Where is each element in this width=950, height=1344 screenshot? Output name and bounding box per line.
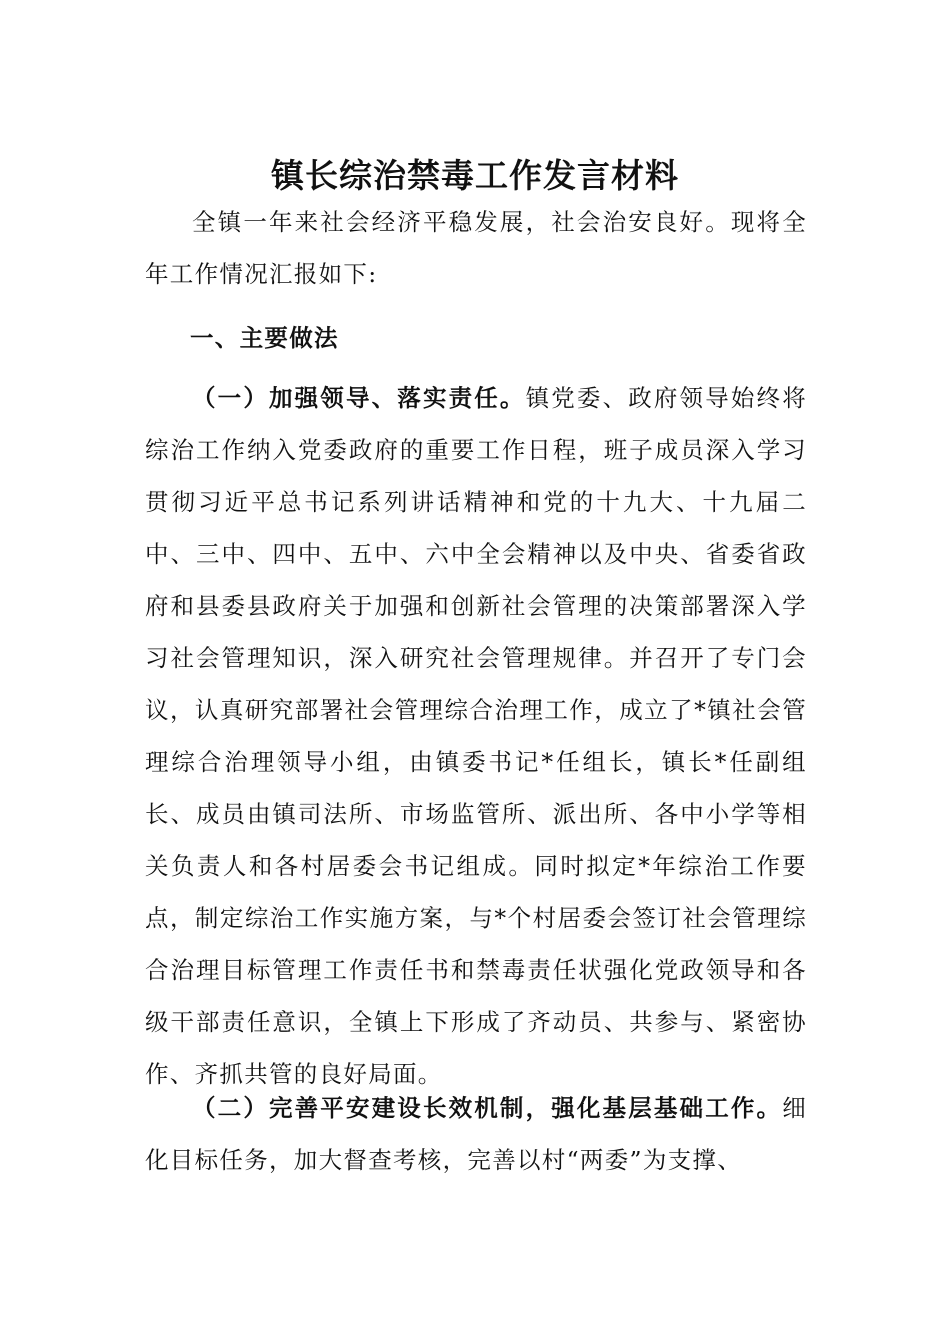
paragraph-1 (145, 372, 807, 1100)
paragraph-1-body: 镇党委、政府领导始终将综治工作纳入党委政府的重要工作日程，班子成员深入学习贯彻习近平总书记系列讲话精神和党的十九大、十九届二中、三中、四中、五中、六中全会精神以及中央、省委省政府和县委县政府关于加强和创新社会管理的决策部署深入学习社会管理知识，深入研究社会管理规律。并召开了专门会议，认真研究部署社会管理综合治理工作，成立了*镇社会管理综合治理领导小组，由镇委书记*任组长，镇长*任副组长、成员由镇司法所、市场监管所、派出所、各中小学等相关负责人和各村居委会书记组成。同时拟定*年综治工作要点，制定综治工作实施方案，与*个村居委会签订社会管理综合治理目标管理工作责任书和禁毒责任状强化党政领导和各级干部责任意识，全镇上下形成了齐动员、共参与、紧密协作、齐抓共管的良好局面。 (145, 384, 807, 1088)
paragraph-1-lead: （一）加强领导、落实责任。 (192, 384, 526, 412)
intro-paragraph: 全镇一年来社会经济平稳发展，社会治安良好。现将全年工作情况汇报如下: (145, 208, 807, 288)
document-title: 镇长综治禁毒工作发言材料 (271, 156, 679, 196)
paragraph-2-body: 细化目标任务，加大督查考核，完善以村“两委”为支撑、 (145, 1094, 807, 1174)
section-heading: 一、主要做法 (190, 324, 339, 352)
paragraph-2-lead: （二）完善平安建设长效机制，强化基层基础工作。 (192, 1094, 783, 1122)
paragraph-2 (145, 1082, 807, 1186)
